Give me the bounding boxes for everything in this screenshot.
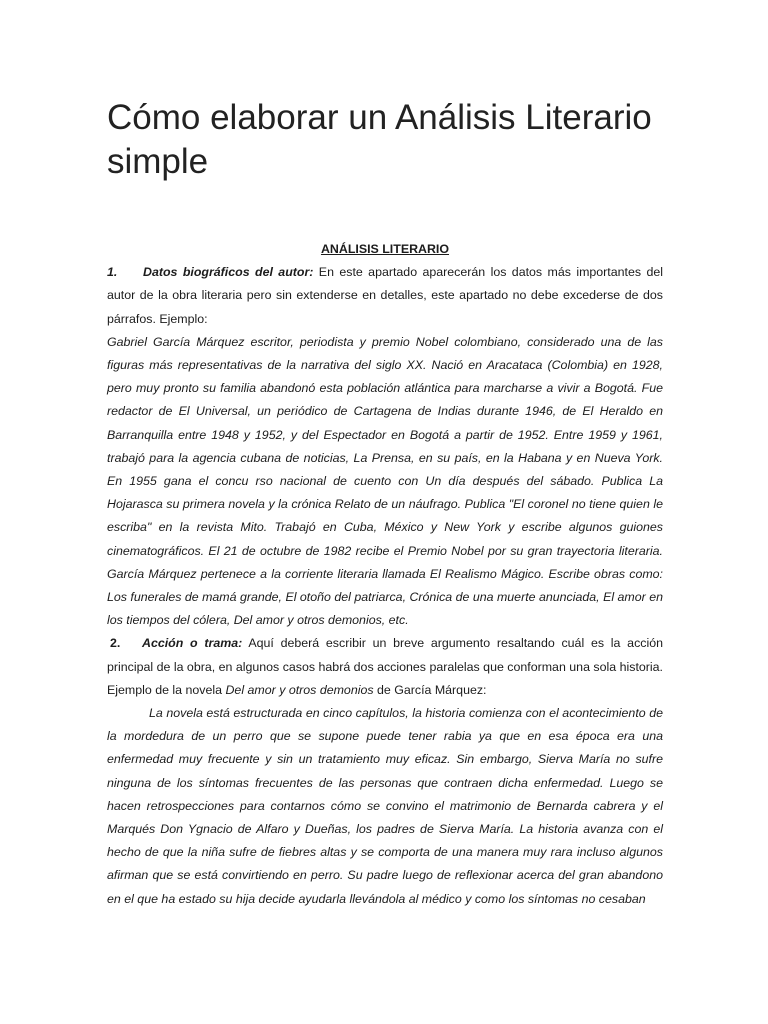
page-title: Cómo elaborar un Análisis Literario simple (107, 98, 652, 181)
item-text: Aquí deberá escribir un breve argumento resaltando cuál es la acción principal de la obra, en algunos casos habrá dos acciones paralelas que conforman una sola historia. Ejemplo de la novela (107, 636, 664, 697)
item-number: 1. (107, 265, 118, 280)
item-text-end: de García Márquez: (373, 682, 487, 697)
example-biography: Gabriel García Márquez escritor, periodista y premio Nobel colombiano, considerado una de las figuras más representativas de la narrativa del siglo XX. Nació en Aracataca (Colombia) en 1928, pero muy pronto su familia abandonó esta población atlántica para marcharse a vivir a Bogotá. Fue redactor de El Universal, un periódico de Cartagena de Indias durante 1946, de El Heraldo en Barranquilla entre 1948 y 1952, y del Espectador en Bogotá a partir de 1952. Entre 1959 y 1961, trabajó para la agencia cubana de noticias, La Prensa, en su país, en la Habana y en Nueva York. En 1955 gana el concu rso nacional de cuento con Un día después del sábado. Publica La Hojarasca su primera novela y la crónica Relato de un náufrago. Publica "El coronel no tiene quien le escriba" en la revista Mito. Trabajó en Cuba, México y New York y escribe algunos guiones cinematográficos. El 21 de octubre de 1982 recibe el Premio Nobel por su gran trayectoria literaria. García Márquez pertenece a la corriente literaria llamada El Realismo Mágico. Escribe obras como: Los funerales de mamá grande, El otoño del patriarca, Crónica de una muerte anunciada, El amor en los tiempos del cólera, Del amor y otros demonios, etc. (107, 334, 663, 628)
document-body (107, 238, 663, 911)
item-text: En este apartado aparecerán los datos más importantes del autor de la obra literaria pero sin extenderse en detalles, este apartado no debe excederse de dos párrafos. Ejemplo: (107, 265, 663, 326)
item-action-plot (107, 632, 663, 702)
item-number: 2. (110, 636, 121, 651)
item-biographical-data (107, 261, 663, 331)
example-plot: La novela está estructurada en cinco capítulos, la historia comienza con el acontecimiento de la mordedura de un perro que se supone puede tener rabia ya que en esa época era una enfermedad muy frecuente y sin un tratamiento muy eficaz. Sin embargo, Sierva María no sufre ninguna de los síntomas frecuentes de las personas que contraen dicha enfermedad. Luego se hacen retrospecciones para contarnos cómo se convino el matrimonio de Bernarda cabrera y el Marqués Don Ygnacio de Alfaro y Dueñas, los padres de Sierva María. La historia avanza con el hecho de que la niña sufre de fiebres altas y se comporta de una manera muy rara incluso algunos afirman que se está convirtiendo en perro. Su padre luego de reflexionar acerca del gran abandono en el que ha estado su hija decide ayudarla llevándola al médico y como los síntomas no cesaban (107, 706, 663, 906)
section-heading: ANÁLISIS LITERARIO (320, 242, 450, 256)
book-title: Del amor y otros demonios (225, 682, 374, 697)
item-label: Datos biográficos del autor: (143, 265, 314, 280)
item-label: Acción o trama: (142, 636, 243, 651)
